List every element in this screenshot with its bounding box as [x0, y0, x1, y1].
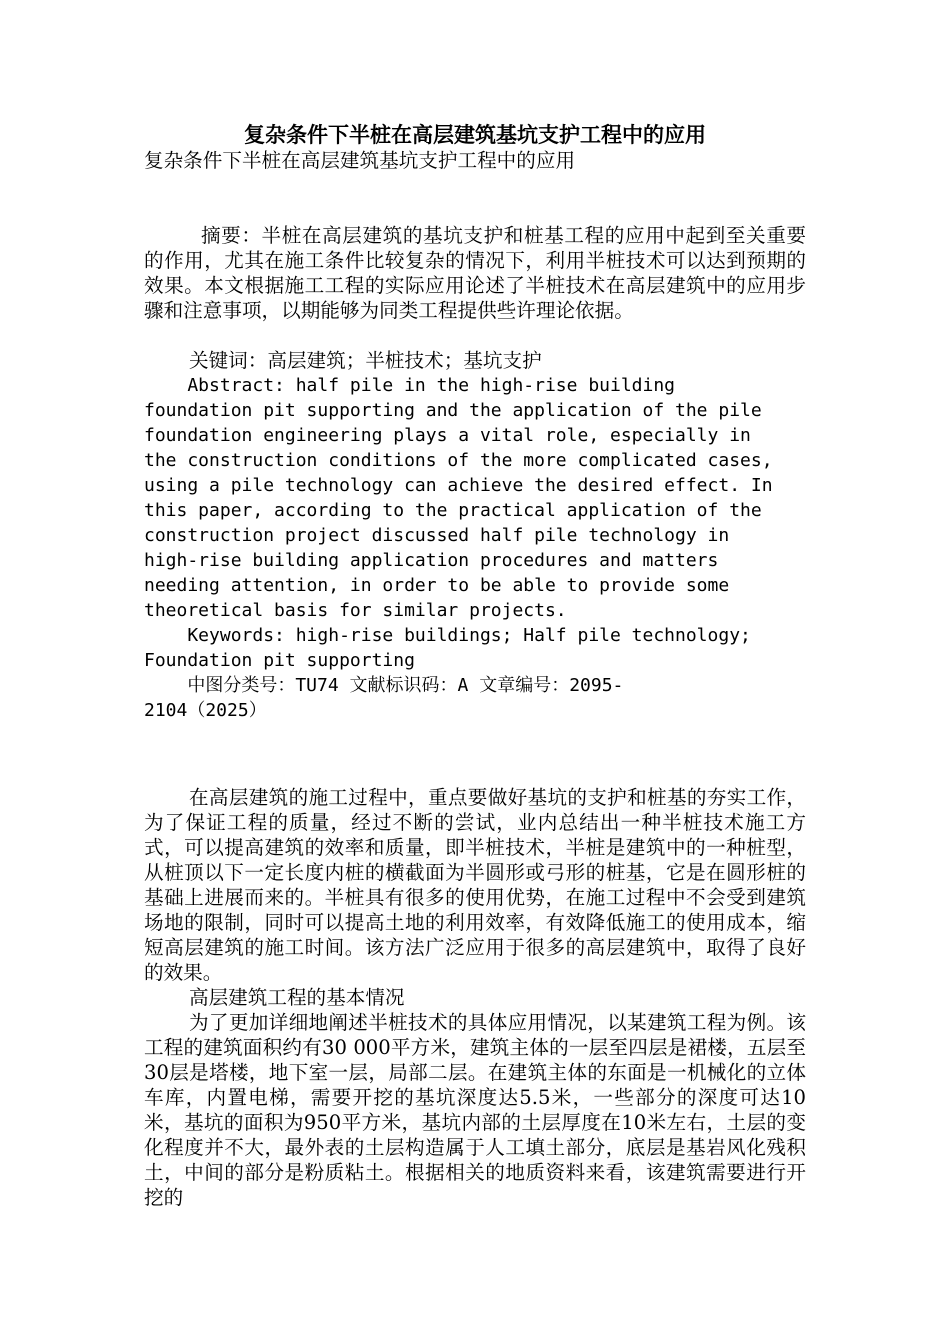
body-paragraph: 为了更加详细地阐述半桩技术的具体应用情况，以某建筑工程为例。该工程的建筑面积约有30 000平方米，建筑主体的一层至四层是裙楼，五层至30层是塔楼，地下室一层，局部二层。在建筑主体的东面是一机械化的立体车库，内置电梯，需要开挖的基坑深度达5.5米，一些部分的深度可达10米，基坑的面积为950平方米，基坑内部的土层厚度在10米左右，土层的变化程度并不大，最外表的土层构造属于人工填土部分，底层是基岩风化残积土，中间的部分是粉质粘土。根据相关的地质资料来看，该建筑需要进行开挖的 — [144, 1011, 806, 1209]
spacer — [144, 723, 806, 773]
abstract-english-line: theoretical basis for similar projects. — [144, 600, 567, 621]
document-subtitle: 复杂条件下半桩在高层建筑基坑支护工程中的应用 — [144, 149, 576, 172]
abstract-chinese: 摘要：半桩在高层建筑的基坑支护和桩基工程的应用中起到至关重要的作用，尤其在施工条件比较复杂的情况下，利用半桩技术可以达到预期的效果。本文根据施工工程的实际应用论述了半桩技术在高层建筑中的应用步骤和注意事项，以期能够为同类工程提供些许理论依据。 — [144, 224, 806, 322]
keywords-english-line: Keywords: high-rise buildings; Half pile technology; — [144, 625, 751, 646]
keywords-english — [144, 623, 806, 673]
classification-info — [144, 673, 806, 723]
spacer — [144, 173, 806, 223]
keywords-english-line: Foundation pit supporting — [144, 650, 415, 671]
section-heading: 高层建筑工程的基本情况 — [189, 986, 405, 1009]
abstract-english-line: foundation engineering plays a vital role, especially in — [144, 425, 751, 446]
spacer — [144, 323, 806, 348]
body-paragraph: 在高层建筑的施工过程中，重点要做好基坑的支护和桩基的夯实工作，为了保证工程的质量，经过不断的尝试，业内总结出一种半桩技术施工方式，可以提高建筑的效率和质量，即半桩技术，半桩是建筑中的一种桩型，从桩顶以下一定长度内桩的横截面为半圆形或弓形的桩基，它是在圆形桩的基础上进展而来的。半桩具有很多的使用优势，在施工过程中不会受到建筑场地的限制，同时可以提高土地的利用效率，有效降低施工的使用成本，缩短高层建筑的施工时间。该方法广泛应用于很多的高层建筑中，取得了良好的效果。 — [144, 786, 806, 984]
abstract-english — [144, 373, 806, 623]
keywords-chinese: 关键词：高层建筑；半桩技术；基坑支护 — [189, 349, 542, 372]
classification-line: 2104（2025） — [144, 700, 267, 721]
document-body — [144, 148, 806, 1210]
classification-line: 中图分类号：TU74 文献标识码：A 文章编号：2095- — [144, 675, 624, 696]
abstract-english-line: the construction conditions of the more complicated cases, — [144, 450, 773, 471]
document-title: 复杂条件下半桩在高层建筑基坑支护工程中的应用 — [244, 123, 706, 147]
spacer — [144, 773, 806, 785]
abstract-english-line: this paper, according to the practical application of the — [144, 500, 762, 521]
abstract-english-line: needing attention, in order to be able to provide some — [144, 575, 730, 596]
abstract-english-line: Abstract: half pile in the high-rise building — [144, 375, 676, 396]
abstract-english-line: using a pile technology can achieve the desired effect. In — [144, 475, 773, 496]
abstract-english-line: construction project discussed half pile technology in — [144, 525, 730, 546]
abstract-english-line: high-rise building application procedures and matters — [144, 550, 719, 571]
abstract-english-line: foundation pit supporting and the application of the pile — [144, 400, 762, 421]
